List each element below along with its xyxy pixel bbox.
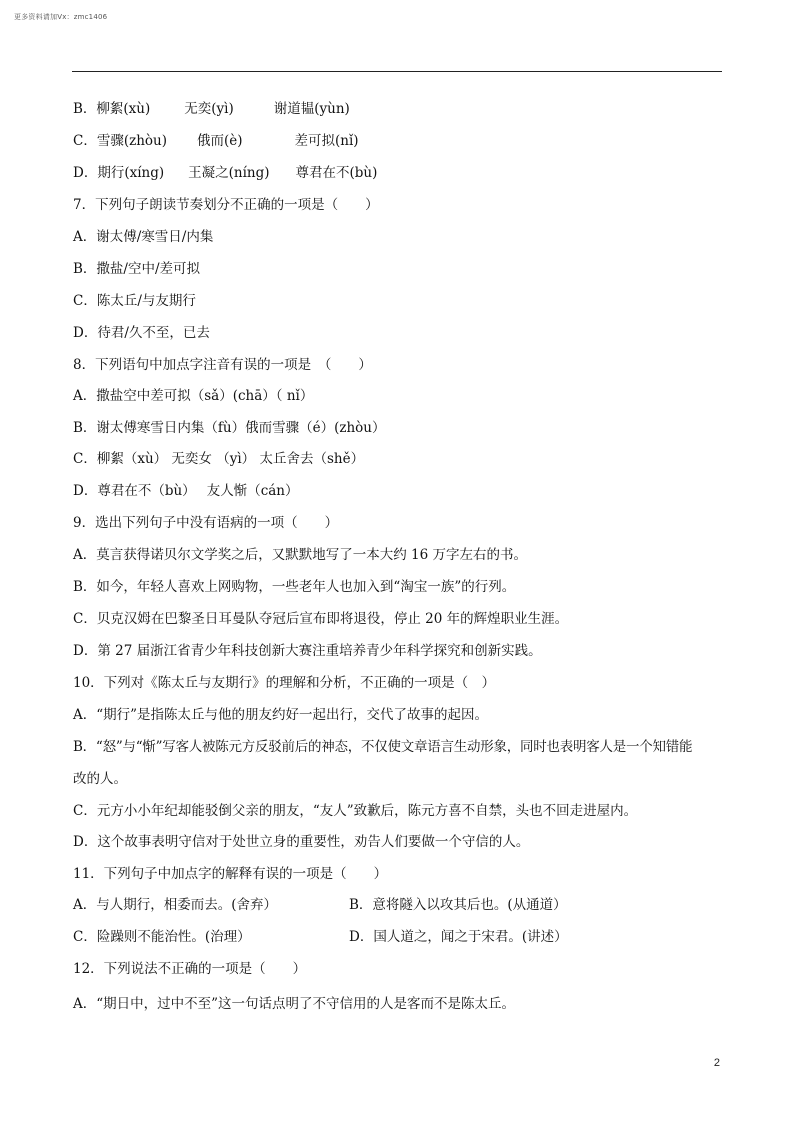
q8-option-d: D．尊君在不（bù） 友人惭（cán）: [73, 483, 299, 499]
q10-stem: 10．下列对《陈太丘与友期行》的理解和分析，不正确的一项是（ ）: [73, 675, 496, 691]
q11-stem: 11．下列句子中加点字的解释有误的一项是（ ）: [73, 866, 388, 882]
q11-option-c: C．险躁则不能治性。(治理）: [73, 929, 251, 945]
q7-option-b: B．撒盐/空中/差可拟: [73, 261, 201, 277]
q7-option-c: C．陈太丘/与友期行: [73, 293, 196, 309]
watermark-text: 更多资料请加Vx：zmc1406: [14, 13, 108, 21]
q9-option-a: A．莫言获得诺贝尔文学奖之后，又默默地写了一本大约 16 万字左右的书。: [73, 547, 528, 563]
q8-option-c: C．柳絮（xù） 无奕女 （yì） 太丘舍去（shě）: [73, 451, 365, 467]
q10-option-b-line1: B．“怒”与“惭”写客人被陈元方反驳前后的神态，不仅使文章语言生动形象，同时也表明客人是一个知错能: [73, 739, 693, 755]
q7-stem: 7．下列句子朗读节奏划分不正确的一项是（ ）: [73, 197, 379, 213]
q6-option-b: B．柳絮(xù) 无奕(yì) 谢道韫(yùn): [73, 101, 350, 117]
q9-stem: 9．选出下列句子中没有语病的一项（ ）: [73, 515, 339, 531]
q10-option-b-line2: 改的人。: [73, 771, 127, 787]
q12-option-a: A．“期日中，过中不至”这一句话点明了不守信用的人是客而不是陈太丘。: [73, 996, 516, 1012]
q10-option-a: A．“期行”是指陈太丘与他的朋友约好一起出行，交代了故事的起因。: [73, 707, 489, 723]
q8-stem: 8．下列语句中加点字注音有误的一项是 （ ）: [73, 357, 372, 373]
q6-option-d: D．期行(xíng) 王凝之(níng) 尊君在不(bù): [73, 165, 378, 181]
header-rule: [72, 71, 722, 72]
q9-option-b: B．如今，年轻人喜欢上网购物，一些老年人也加入到“淘宝一族”的行列。: [73, 579, 516, 595]
q10-option-c: C．元方小小年纪却能驳倒父亲的朋友，“友人”致歉后，陈元方喜不自禁，头也不回走进屋内。: [73, 803, 638, 819]
q8-option-b: B．谢太傅寒雪日内集（fù）俄而雪骤（é）(zhòu）: [73, 420, 386, 436]
q9-option-c: C．贝克汉姆在巴黎圣日耳曼队夺冠后宣布即将退役，停止 20 年的辉煌职业生涯。: [73, 611, 569, 627]
q8-option-a: A．撒盐空中差可拟（sǎ）(chā）（ nǐ）: [73, 388, 314, 404]
q9-option-d: D．第 27 届浙江省青少年科技创新大赛注重培养青少年科学探究和创新实践。: [73, 643, 542, 659]
q6-option-c: C．雪骤(zhòu) 俄而(è) 差可拟(nǐ): [73, 133, 359, 149]
page-number: 2: [713, 1057, 720, 1069]
q7-option-a: A．谢太傅/寒雪日/内集: [73, 229, 214, 245]
q11-option-d: D．国人道之，闻之于宋君。(讲述）: [349, 929, 568, 945]
q10-option-d: D．这个故事表明守信对于处世立身的重要性，劝告人们要做一个守信的人。: [73, 834, 530, 850]
q11-option-a: A．与人期行，相委而去。(舍弃）: [73, 897, 278, 913]
q7-option-d: D．待君/久不至，已去: [73, 325, 210, 341]
q11-option-b: B．意将隧入以攻其后也。(从通道）: [349, 897, 567, 913]
q12-stem: 12．下列说法不正确的一项是（ ）: [73, 961, 307, 977]
